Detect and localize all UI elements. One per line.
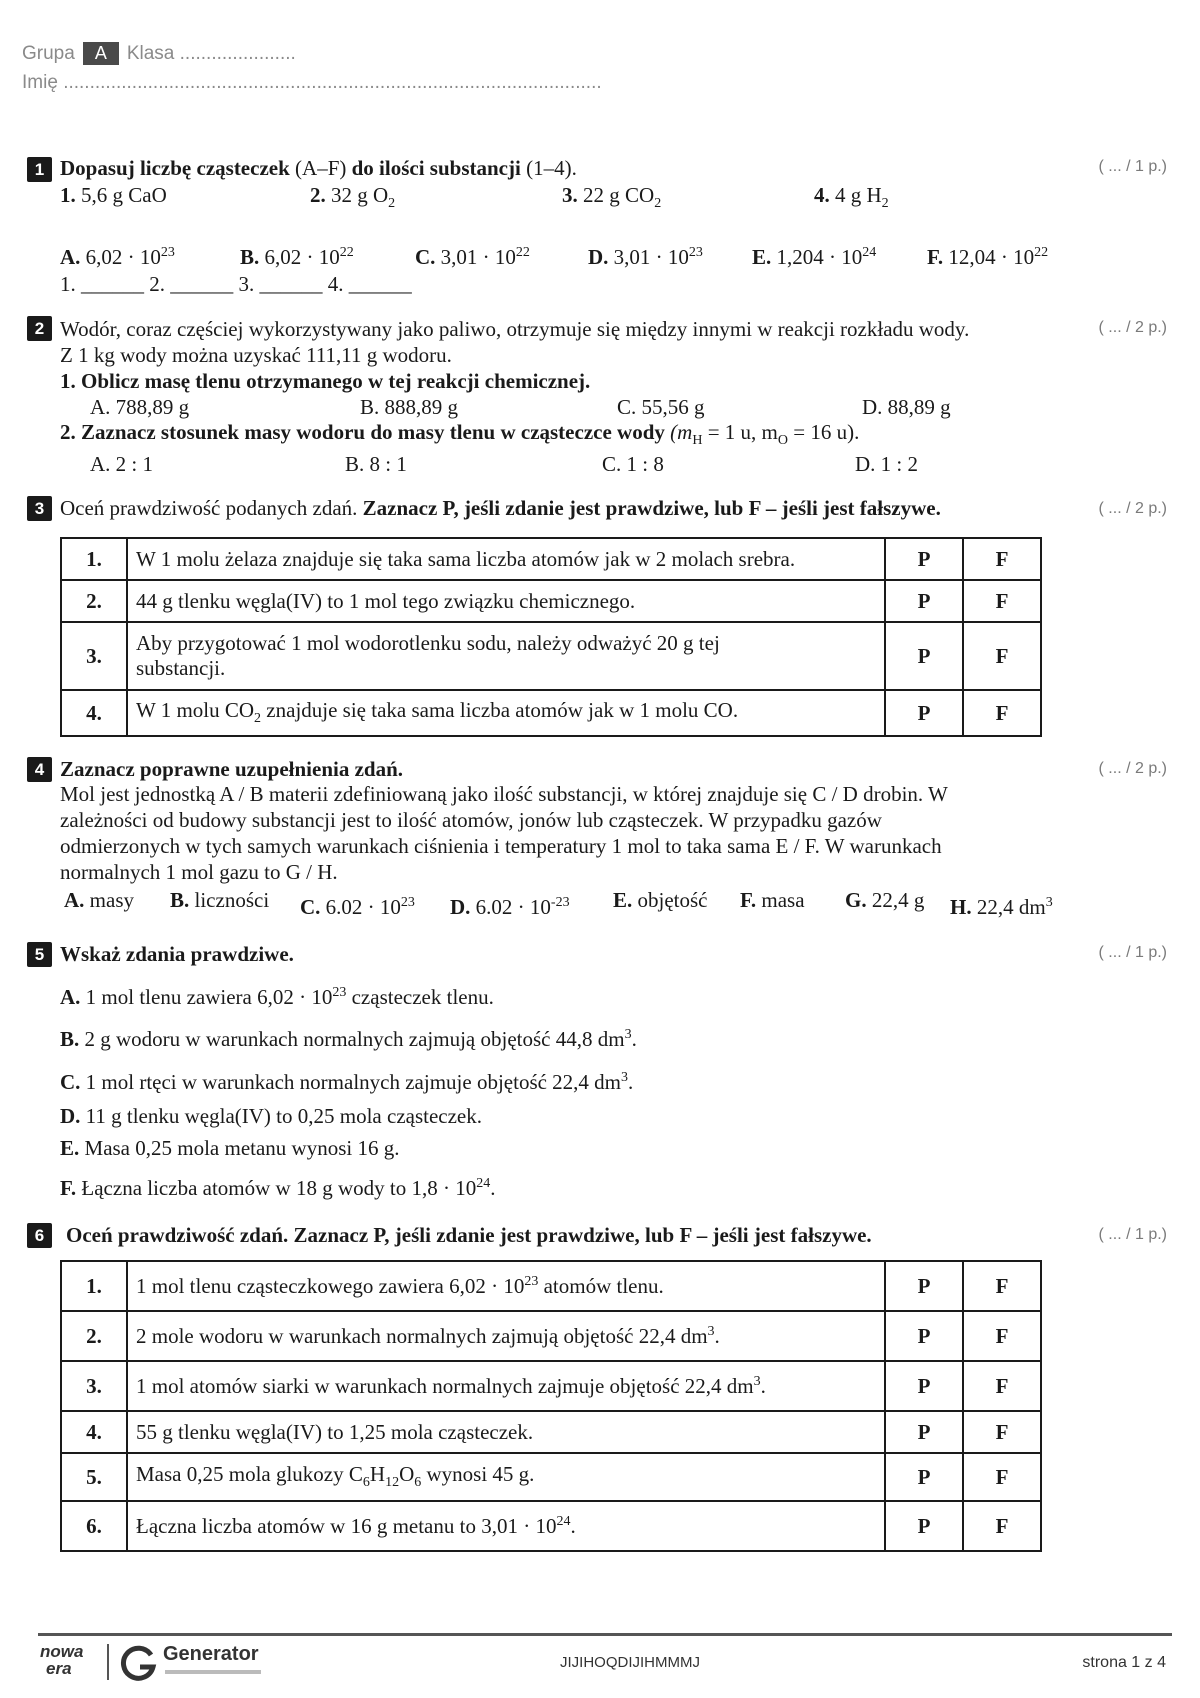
q4-option-h[interactable]: H. 22,4 $dm^3$: [950, 895, 1053, 919]
statement: 1 mol tlenu cząsteczkowego zawiera $6,02 \cdot 10^{23}$ atomów tlenu.: [127, 1261, 885, 1311]
statement: 1 mol atomów siarki w warunkach normalnych zajmuje objętość 22,4 $dm^3$.: [127, 1361, 885, 1411]
q2-opt2-b[interactable]: B. 8 : 1: [345, 452, 407, 476]
false-option[interactable]: F: [963, 1311, 1041, 1361]
row-number: 2.: [61, 580, 127, 622]
q4-line-3: odmierzonych w tych samych warunkach ciśnienia i temperatury 1 mol to taka sama E / F. W warunkach: [60, 834, 942, 858]
table-row: [61, 1361, 1041, 1411]
footer-divider: [38, 1633, 1172, 1636]
statement: W 1 molu żelaza znajduje się taka sama liczba atomów jak w 2 molach srebra.: [127, 538, 885, 580]
q5-item-a[interactable]: A. 1 mol tlenu zawiera $6,02 \cdot 10^{23}$ cząsteczek tlenu.: [60, 985, 494, 1009]
statement: W 1 molu $CO_2$ znajduje się taka sama liczba atomów jak w 1 molu CO.: [127, 690, 885, 736]
q1-item-4: 4. 4 g $H_2$: [814, 183, 889, 212]
q1-option-f[interactable]: F. $12,04 \cdot 10^{22}$: [927, 245, 1049, 269]
q4-line-1: Mol jest jednostką A / B materii zdefiniowaną jako ilość substancji, w której znajduje się C / D drobin. W: [60, 782, 948, 806]
row-number: 2.: [61, 1311, 127, 1361]
logo-separator: [107, 1644, 109, 1680]
row-number: 4.: [61, 690, 127, 736]
q4-points: ( ... / 2 p.): [1098, 760, 1167, 777]
q2-intro-1: Wodór, coraz częściej wykorzystywany jako paliwo, otrzymuje się między innymi w reakcji rozkładu wody.: [60, 317, 970, 341]
statement: 55 g tlenku węgla(IV) to 1,25 mola cząsteczek.: [127, 1411, 885, 1453]
header-name-line: [22, 72, 602, 94]
q4-line-2: zależności od budowy substancji jest to ilość atomów, jonów lub cząsteczek. W przypadku gazów: [60, 808, 882, 832]
q5-title: Wskaż zdania prawdziwe.: [60, 942, 294, 966]
q4-option-e[interactable]: E. objętość: [613, 888, 708, 912]
row-number: 1.: [61, 538, 127, 580]
q5-points: ( ... / 1 p.): [1098, 944, 1167, 961]
generator-brand: Generator: [163, 1643, 259, 1665]
q1-option-c[interactable]: C. $3,01 \cdot 10^{22}$: [415, 245, 530, 269]
row-number: 4.: [61, 1411, 127, 1453]
table-row: [61, 690, 1041, 736]
row-number: 1.: [61, 1261, 127, 1311]
imie-label: Imię: [22, 72, 58, 93]
true-option[interactable]: P: [885, 1453, 963, 1501]
row-number: 3.: [61, 622, 127, 690]
statement: 2 mole wodoru w warunkach normalnych zajmują objętość 22,4 $dm^3$.: [127, 1311, 885, 1361]
q2-sub-1: 1. Oblicz masę tlenu otrzymanego w tej reakcji chemicznej.: [60, 369, 591, 393]
true-option[interactable]: P: [885, 1411, 963, 1453]
statement: Aby przygotować 1 mol wodorotlenku sodu, należy odważyć 20 g tej substancji.: [127, 622, 885, 690]
statement: Masa 0,25 mola glukozy $C_6H_{12}O_6$ wynosi 45 g.: [127, 1453, 885, 1501]
q4-option-g[interactable]: G. 22,4 g: [845, 888, 925, 912]
table-row: [61, 580, 1041, 622]
q1-item-2: 2. 32 g $O_2$: [310, 183, 396, 212]
q4-title: Zaznacz poprawne uzupełnienia zdań.: [60, 757, 404, 781]
q4-option-f[interactable]: F. masa: [740, 888, 805, 912]
q2-opt2-a[interactable]: A. 2 : 1: [90, 452, 153, 476]
q2-opt1-b[interactable]: B. 888,89 g: [360, 395, 459, 419]
statement: 44 g tlenku węgla(IV) to 1 mol tego związku chemicznego.: [127, 580, 885, 622]
false-option[interactable]: F: [963, 1361, 1041, 1411]
false-option[interactable]: F: [963, 622, 1041, 690]
generator-logo-icon: [120, 1645, 158, 1688]
q6-table: [60, 1260, 1042, 1552]
question-number-5: 5: [27, 942, 52, 967]
q1-option-b[interactable]: B. $6,02 \cdot 10^{22}$: [240, 245, 354, 269]
q2-opt1-a[interactable]: A. 788,89 g: [90, 395, 190, 419]
q1-option-e[interactable]: E. $1,204 \cdot 10^{24}$: [752, 245, 877, 269]
table-row: [61, 1261, 1041, 1311]
q5-item-d[interactable]: D. 11 g tlenku węgla(IV) to 0,25 mola cząsteczek.: [60, 1104, 482, 1128]
q6-title: Oceń prawdziwość zdań. Zaznacz P, jeśli zdanie jest prawdziwe, lub F – jeśli jest fałszywe.: [66, 1223, 872, 1247]
q1-points: ( ... / 1 p.): [1098, 158, 1167, 175]
false-option[interactable]: F: [963, 1453, 1041, 1501]
q1-item-3: 3. 22 g $CO_2$: [562, 183, 662, 212]
q6-points: ( ... / 1 p.): [1098, 1226, 1167, 1243]
q2-opt2-d[interactable]: D. 1 : 2: [855, 452, 918, 476]
q5-item-f[interactable]: F. Łączna liczba atomów w 18 g wody to $1,8 \cdot 10^{24}$.: [60, 1176, 496, 1200]
question-number-4: 4: [27, 757, 52, 782]
table-row: [61, 1311, 1041, 1361]
true-option[interactable]: P: [885, 690, 963, 736]
table-row: [61, 1501, 1041, 1551]
q5-item-c[interactable]: C. 1 mol rtęci w warunkach normalnych zajmuje objętość 22,4 $dm^3$.: [60, 1070, 634, 1094]
q3-table: [60, 537, 1042, 737]
q1-option-a[interactable]: A. $6,02 \cdot 10^{23}$: [60, 245, 175, 269]
true-option[interactable]: P: [885, 580, 963, 622]
q4-option-c[interactable]: C. $6.02 \cdot 10^{23}$: [300, 895, 415, 919]
true-option[interactable]: P: [885, 622, 963, 690]
q3-title: Oceń prawdziwość podanych zdań. Zaznacz P, jeśli zdanie jest prawdziwe, lub F – jeśli jest fałszywe.: [60, 496, 941, 520]
q4-line-4: normalnych 1 mol gazu to G / H.: [60, 860, 338, 884]
true-option[interactable]: P: [885, 538, 963, 580]
document-code: JIJIHOQDIJIHMMMJ: [560, 1654, 700, 1671]
page-number: strona 1 z 4: [1082, 1654, 1166, 1671]
row-number: 3.: [61, 1361, 127, 1411]
nowa-era-logo: nowa era: [40, 1642, 84, 1678]
q2-intro-2: Z 1 kg wody można uzyskać 111,11 g wodoru.: [60, 343, 452, 367]
q4-option-a[interactable]: A. masy: [64, 888, 134, 912]
table-row: [61, 1411, 1041, 1453]
header-group-line: [22, 42, 296, 65]
question-number-6: 6: [27, 1223, 52, 1248]
q2-sub-2: 2. Zaznacz stosunek masy wodoru do masy tlenu w cząsteczce wody ($m_H = 1$ u, $m_O = 16$ u).: [60, 420, 860, 449]
imie-field[interactable]: ......................................................................................................: [63, 72, 602, 93]
q1-option-d[interactable]: D. $3,01 \cdot 10^{23}$: [588, 245, 703, 269]
false-option[interactable]: F: [963, 1411, 1041, 1453]
q2-points: ( ... / 2 p.): [1098, 319, 1167, 336]
q5-item-e[interactable]: E. Masa 0,25 mola metanu wynosi 16 g.: [60, 1136, 400, 1160]
question-number-3: 3: [27, 496, 52, 521]
q2-opt2-c[interactable]: C. 1 : 8: [602, 452, 664, 476]
table-row: [61, 538, 1041, 580]
true-option[interactable]: P: [885, 1501, 963, 1551]
q1-item-1: 1. 5,6 g CaO: [60, 183, 167, 207]
false-option[interactable]: F: [963, 580, 1041, 622]
klasa-field[interactable]: ......................: [179, 43, 296, 64]
klasa-label: Klasa: [126, 43, 175, 64]
group-badge: A: [83, 42, 119, 65]
row-number: 6.: [61, 1501, 127, 1551]
brand-tagline-line: [165, 1670, 261, 1674]
grupa-label: Grupa: [22, 43, 75, 64]
q3-points: ( ... / 2 p.): [1098, 500, 1167, 517]
q4-option-d[interactable]: D. $6.02 \cdot 10^{-23}$: [450, 895, 570, 919]
true-option[interactable]: P: [885, 1261, 963, 1311]
q5-item-b[interactable]: B. 2 g wodoru w warunkach normalnych zajmują objętość 44,8 $dm^3$.: [60, 1027, 637, 1051]
row-number: 5.: [61, 1453, 127, 1501]
table-row: [61, 1453, 1041, 1501]
false-option[interactable]: F: [963, 690, 1041, 736]
true-option[interactable]: P: [885, 1311, 963, 1361]
q4-option-b[interactable]: B. liczności: [170, 888, 270, 912]
false-option[interactable]: F: [963, 1501, 1041, 1551]
question-number-2: 2: [27, 316, 52, 341]
true-option[interactable]: P: [885, 1361, 963, 1411]
statement: Łączna liczba atomów w 16 g metanu to $3,01 \cdot 10^{24}$.: [127, 1501, 885, 1551]
q1-title: Dopasuj liczbę cząsteczek (A–F) do ilości substancji (1–4).: [60, 156, 577, 180]
q2-opt1-c[interactable]: C. 55,56 g: [617, 395, 705, 419]
table-row: [61, 622, 1041, 690]
q2-opt1-d[interactable]: D. 88,89 g: [862, 395, 951, 419]
question-number-1: 1: [27, 157, 52, 182]
false-option[interactable]: F: [963, 1261, 1041, 1311]
false-option[interactable]: F: [963, 538, 1041, 580]
q1-answer-fields[interactable]: 1. ______ 2. ______ 3. ______ 4. ______: [60, 272, 412, 296]
